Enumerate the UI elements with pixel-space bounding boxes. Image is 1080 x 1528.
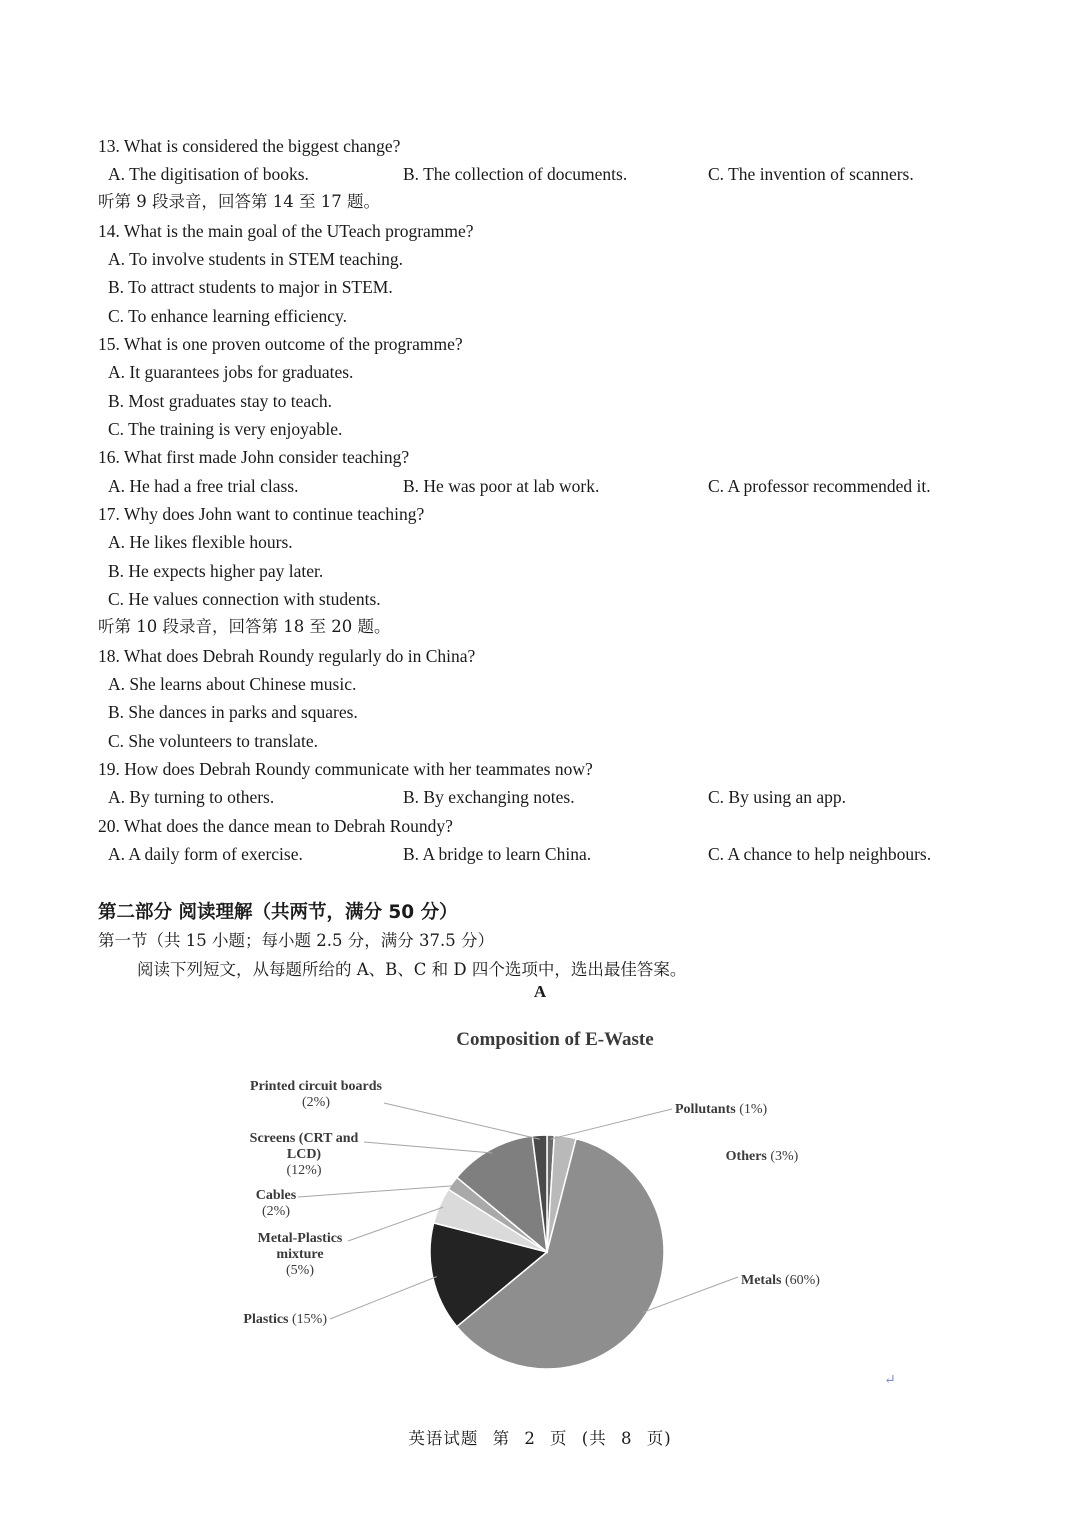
passage-letter: A [533,982,547,1001]
slice-label-metals: Metals (60%) [741,1273,820,1288]
question-17-option-c: C. He values connection with students. [108,589,381,609]
question-15-option-b: B. Most graduates stay to teach. [108,391,333,411]
leader-line-plastics [330,1277,437,1319]
slice-label-screens-crt-and-lcd: Screens (CRT and LCD) (12%) [249,1131,359,1178]
leader-line-pollutants [551,1109,672,1139]
question-16-option-c: C. A professor recommended it. [708,476,931,496]
question-17-stem: 17. Why does John want to continue teaching? [98,504,425,524]
question-18-option-a: A. She learns about Chinese music. [108,674,357,694]
slice-label-metal-plastics-mixture: Metal-Plastics mixture (5%) [257,1231,343,1278]
question-18-option-c: C. She volunteers to translate. [108,731,318,751]
section-1-heading: 第一节（共 15 小题；每小题 2.5 分，满分 37.5 分） [98,931,494,950]
question-20-option-c: C. A chance to help neighbours. [708,844,932,864]
slice-label-plastics: Plastics (15%) [243,1312,327,1327]
question-19-option-a: A. By turning to others. [108,787,275,807]
question-16-option-a: A. He had a free trial class. [108,476,299,496]
question-13-option-a: A. The digitisation of books. [108,164,309,184]
question-19-stem: 19. How does Debrah Roundy communicate with her teammates now? [98,759,593,779]
slice-label-printed-circuit-boards: Printed circuit boards (2%) [250,1079,382,1110]
page-footer: 英语试题 第 2 页 (共 8 页) [408,1429,672,1448]
question-16-stem: 16. What first made John consider teaching? [98,447,410,467]
question-16-option-b: B. He was poor at lab work. [403,476,600,496]
leader-line-metal-plastics-mixture [348,1207,443,1241]
question-18-option-b: B. She dances in parks and squares. [108,702,358,722]
question-19-option-b: B. By exchanging notes. [403,787,575,807]
question-13-option-c: C. The invention of scanners. [708,164,914,184]
question-14-option-c: C. To enhance learning efficiency. [108,306,347,326]
question-15-option-c: C. The training is very enjoyable. [108,419,343,439]
segment-10-instruction: 听第 10 段录音，回答第 18 至 20 题。 [98,617,391,636]
chart-title: Composition of E-Waste [456,1029,654,1050]
question-15-option-a: A. It guarantees jobs for graduates. [108,362,354,382]
question-13-stem: 13. What is considered the biggest change? [98,136,401,156]
question-14-option-b: B. To attract students to major in STEM. [108,277,393,297]
slice-label-others: Others (3%) [725,1149,799,1164]
reading-instruction: 阅读下列短文，从每题所给的 A、B、C 和 D 四个选项中，选出最佳答案。 [137,960,687,979]
e-waste-pie-chart [0,1015,1080,1385]
question-20-stem: 20. What does the dance mean to Debrah Roundy? [98,816,453,836]
segment-9-instruction: 听第 9 段录音，回答第 14 至 17 题。 [98,192,380,211]
question-14-option-a: A. To involve students in STEM teaching. [108,249,403,269]
slice-label-cables: Cables (2%) [255,1188,297,1219]
leader-line-printed-circuit-boards [384,1103,540,1139]
question-18-stem: 18. What does Debrah Roundy regularly do in China? [98,646,476,666]
question-20-option-b: B. A bridge to learn China. [403,844,592,864]
question-15-stem: 15. What is one proven outcome of the programme? [98,334,463,354]
question-14-stem: 14. What is the main goal of the UTeach programme? [98,221,474,241]
question-17-option-a: A. He likes flexible hours. [108,532,293,552]
question-19-option-c: C. By using an app. [708,787,847,807]
paragraph-mark-icon: ↵ [884,1373,896,1388]
leader-line-cables [298,1186,456,1197]
slice-label-pollutants: Pollutants (1%) [675,1102,768,1117]
question-20-option-a: A. A daily form of exercise. [108,844,303,864]
leader-line-screens-crt-and-lcd [364,1142,493,1153]
question-17-option-b: B. He expects higher pay later. [108,561,324,581]
question-13-option-b: B. The collection of documents. [403,164,628,184]
part-2-heading: 第二部分 阅读理解（共两节，满分 50 分） [98,902,458,923]
